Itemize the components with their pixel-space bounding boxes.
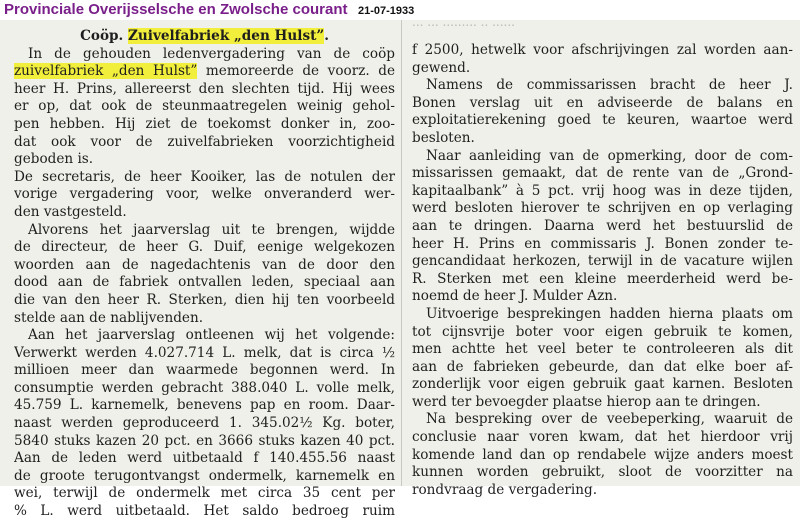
- article-text-line: gencandidaat herkozen, terwijl in de vacature wijlen: [412, 253, 793, 270]
- article-text-line: Naar aanleiding van de opmerking, door de com-: [426, 147, 793, 164]
- article-text-line: dood aan de fabriek ontvallen leden, speciaal aan: [14, 274, 395, 291]
- article-text-line: werd besloten hierover te schrijven en op verlaging: [412, 200, 793, 217]
- article-text-line: De secretaris, de heer Kooiker, las de notulen der: [14, 168, 395, 185]
- cut-off-text: ... ... ......... .. ......: [412, 16, 515, 26]
- article-text-line: Na bespreking over de veebeperking, waaruit de: [426, 411, 793, 428]
- publication-date: 21-07-1933: [358, 5, 415, 17]
- article-text-line: men achtte het veel beter te controleeren als dit: [412, 341, 793, 358]
- article-text-line: millioen meer dan waarmede begonnen werd. In: [14, 362, 395, 379]
- article-text-line: consumptie werden gebracht 388.040 L. volle melk,: [14, 379, 395, 396]
- highlighted-term: Zuivelfabriek „den Hulst”: [128, 28, 325, 44]
- newspaper-clipping: [0, 16, 800, 520]
- article-text-line: woorden aan de nagedachtenis van de door den: [14, 256, 395, 273]
- article-text-line: naast werden geproduceerd 1. 345.02½ Kg. boter,: [14, 415, 395, 432]
- article-text-line: conclusie naar voren kwam, dat het hierdoor vrij: [412, 429, 793, 446]
- article-column-left: [14, 28, 395, 521]
- article-text-line: Aan de leden werd uitbetaald f 140.455.56 naast: [14, 450, 395, 467]
- article-text-line: zonderlijk voor eigen gebruik gaat karnen. Besloten: [412, 376, 793, 393]
- article-text-line: missarissen gemaakt, dat de rente van de „Grond-: [412, 165, 793, 182]
- article-text-line: Namens de commissarissen bracht de heer J.: [426, 77, 793, 94]
- article-text-line: Bonen verslag uit en adviseerde de balans en: [412, 94, 793, 111]
- article-text-line: noemd de heer J. Mulder Azn.: [412, 288, 618, 305]
- article-text-line: tot cijnsvrije boter voor eigen gebruik te komen,: [412, 323, 793, 340]
- article-text-line: de directeur, de heer G. Duif, eenige welgekozen: [14, 239, 395, 256]
- article-text-line: R. Sterken met een kleine meerderheid werd be-: [412, 270, 793, 287]
- article-text-line: aan te dringen. Daarna werd het bestuurslid de: [412, 217, 793, 234]
- article-text-line: zuivelfabriek „den Hulst” memoreerde de voorz. de: [14, 63, 395, 80]
- column-divider: [401, 20, 402, 486]
- article-text-line: Aan het jaarverslag ontleenen wij het volgende:: [28, 327, 395, 344]
- article-column-right: [412, 42, 793, 499]
- article-text-line: den vastgesteld.: [14, 203, 127, 220]
- article-text-line: aan de fabrieken gebeurde, dan dat elke boer af-: [412, 358, 793, 375]
- article-text-line: er op, dat ook de steunmaatregelen weinig gehol-: [14, 98, 395, 115]
- article-text-line: 45.759 L. karnemelk, benevens pap en room. Daar-: [14, 397, 395, 414]
- article-text-line: wei, terwijl de ondermelk met circa 35 cent per: [14, 485, 395, 502]
- article-heading: Coöp. Zuivelfabriek „den Hulst”.: [80, 28, 329, 44]
- article-text-line: heer H. Prins, allereerst den slechten tijd. Hij wees: [14, 80, 395, 97]
- article-text-line: geboden is.: [14, 151, 94, 168]
- article-text-line: heer H. Prins en commissaris J. Bonen zonder te-: [412, 235, 793, 252]
- article-text-line: In de gehouden ledenvergadering van de coöp: [28, 45, 395, 62]
- article-text-line: Verwerkt werden 4.027.714 L. melk, dat is circa ½: [14, 344, 395, 361]
- article-text-line: besloten.: [412, 129, 475, 146]
- article-text-line: exploitatierekening goed te keuren, waartoe werd: [412, 112, 793, 129]
- article-text-line: komende land dan op rendabele wijze anders moest: [412, 446, 793, 463]
- article-text-line: werd ter bevoegder plaatse hierop aan te dringen.: [412, 393, 761, 410]
- article-text-line: 5840 stuks kazen 20 pct. en 3666 stuks kazen 40 pct.: [14, 432, 395, 449]
- article-text-line: kunnen worden gebruikt, sloot de voorzitter na: [412, 464, 793, 481]
- article-text-line: % L. werd uitbetaald. Het saldo bedroeg ruim: [14, 503, 395, 520]
- article-text-line: vorige vergadering voor, welke onveranderd wer-: [14, 186, 395, 203]
- article-text-line: f 2500, hetwelk voor afschrijvingen zal worden aan-: [412, 42, 793, 58]
- article-text-line: kapitaalbank” à 5 pct. vrij hoog was in deze tijden,: [412, 182, 793, 199]
- article-text-line: Uitvoerige besprekingen hadden hierna plaats om: [426, 305, 793, 322]
- newspaper-title: Provinciale Overijsselsche en Zwolsche courant: [4, 1, 348, 18]
- article-text-line: dat ook voor de zuivelfabrieken voorzichtigheid: [14, 133, 395, 150]
- article-text-line: de groote terugontvangst ondermelk, karnemelk en: [14, 467, 395, 484]
- article-text-line: Alvorens het jaarverslag uit te brengen, wijdde: [28, 221, 395, 238]
- article-text-line: pen hebben. Hij ziet de toekomst donker in, zoo-: [14, 115, 395, 132]
- article-text-line: die van den heer R. Sterken, dien hij ten voorbeeld: [14, 291, 395, 308]
- highlighted-term: zuivelfabriek „den Hulst”: [14, 63, 198, 80]
- article-text-line: rondvraag de vergadering.: [412, 481, 598, 498]
- article-text-line: stelde aan de nablijvenden.: [14, 309, 204, 326]
- article-text-line: gewend.: [412, 59, 471, 76]
